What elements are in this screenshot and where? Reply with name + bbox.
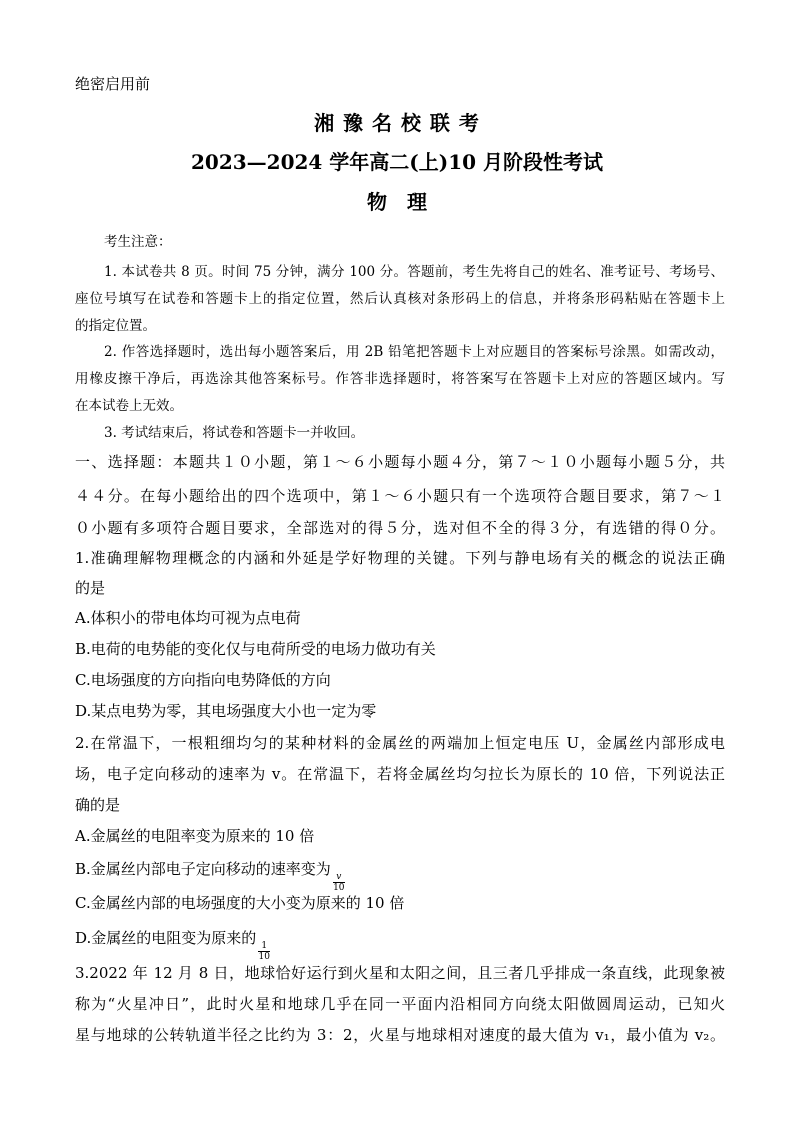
exam-title: 2023—2024 学年高二(上)10 月阶段性考试 — [190, 150, 603, 174]
q2-option-b — [75, 859, 725, 893]
notice-item-1-line-1: 1. 本试卷共 8 页。时间 75 分钟，满分 100 分。答题前，考生先将自己的姓名、准考证号、考场号、 — [104, 264, 724, 280]
q2-stem-line-1: 2.在常温下，一根粗细均匀的某种材料的金属丝的两端加上恒定电压 U，金属丝内部形成电 — [75, 734, 725, 752]
q1-option-d: D.某点电势为零，其电场强度大小也一定为零 — [75, 702, 377, 720]
q2-option-b-text: B.金属丝内部电子定向移动的速率变为 — [75, 860, 331, 878]
section-1-line-2: ４４分。在每小题给出的四个选项中，第１～６小题只有一个选项符合题目要求，第７～１ — [75, 487, 725, 505]
notice-heading: 考生注意： — [104, 234, 172, 250]
q1-option-c: C.电场强度的方向指向电势降低的方向 — [75, 671, 331, 689]
fraction-numerator: v — [336, 871, 342, 882]
notice-item-2-line-3: 在本试卷上无效。 — [75, 398, 183, 414]
q2-option-d — [75, 928, 725, 962]
q2-option-d-text: D.金属丝的电阻变为原来的 — [75, 929, 257, 947]
q2-stem-line-2: 场，电子定向移动的速率为 v。在常温下，若将金属丝均匀拉长为原长的 10 倍，下列说法正 — [75, 765, 725, 783]
subject-title: 物 理 — [367, 190, 427, 214]
fraction-1-over-10 — [258, 941, 270, 962]
q1-stem-line-1: 1.准确理解物理概念的内涵和外延是学好物理的关键。下列与静电场有关的概念的说法正确 — [75, 549, 725, 567]
q3-stem-line-3: 星与地球的公转轨道半径之比约为 3：2，火星与地球相对速度的最大值为 v₁，最小值为 v₂。 — [75, 1026, 725, 1044]
notice-item-3: 3. 考试结束后，将试卷和答题卡一并收回。 — [104, 425, 365, 441]
organization-title: 湘 豫 名 校 联 考 — [314, 111, 480, 135]
section-1-line-3: ０小题有多项符合题目要求，全部选对的得５分，选对但不全的得３分，有选错的得０分。 — [75, 519, 725, 537]
q2-option-c: C.金属丝内部的电场强度的大小变为原来的 10 倍 — [75, 894, 405, 912]
q3-stem-line-1: 3.2022 年 12 月 8 日，地球恰好运行到火星和太阳之间，且三者几乎排成一条直线，此现象被 — [75, 964, 725, 982]
q3-stem-line-2: 称为“火星冲日”，此时火星和地球几乎在同一平面内沿相同方向绕太阳做圆周运动，已知火 — [75, 995, 725, 1013]
q1-option-b: B.电荷的电势能的变化仅与电荷所受的电场力做功有关 — [75, 640, 436, 658]
q1-option-a: A.体积小的带电体均可视为点电荷 — [75, 609, 301, 627]
fraction-denominator: 10 — [333, 882, 345, 893]
notice-item-2-line-1: 2. 作答选择题时，选出每小题答案后，用 2B 铅笔把答题卡上对应题目的答案标号涂黑。如需改动， — [104, 344, 724, 360]
fraction-numerator: 1 — [261, 940, 268, 951]
notice-item-1-line-3: 的指定位置。 — [75, 318, 156, 334]
section-1-line-1: 一、选择题：本题共１０小题，第１～６小题每小题４分，第７～１０小题每小题５分，共 — [75, 453, 725, 471]
q2-option-a: A.金属丝的电阻率变为原来的 10 倍 — [75, 827, 315, 845]
notice-item-2-line-2: 用橡皮擦干净后，再选涂其他答案标号。作答非选择题时，将答案写在答题卡上对应的答题区域内。写 — [75, 371, 725, 387]
q1-stem-line-2: 的是 — [75, 579, 106, 597]
q2-stem-line-3: 确的是 — [75, 796, 121, 814]
fraction-v-over-10 — [333, 872, 345, 893]
fraction-denominator: 10 — [258, 951, 270, 962]
notice-item-1-line-2: 座位号填写在试卷和答题卡上的指定位置，然后认真核对条形码上的信息，并将条形码粘贴在答题卡上 — [75, 291, 725, 307]
confidential-label: 绝密启用前 — [75, 75, 151, 93]
